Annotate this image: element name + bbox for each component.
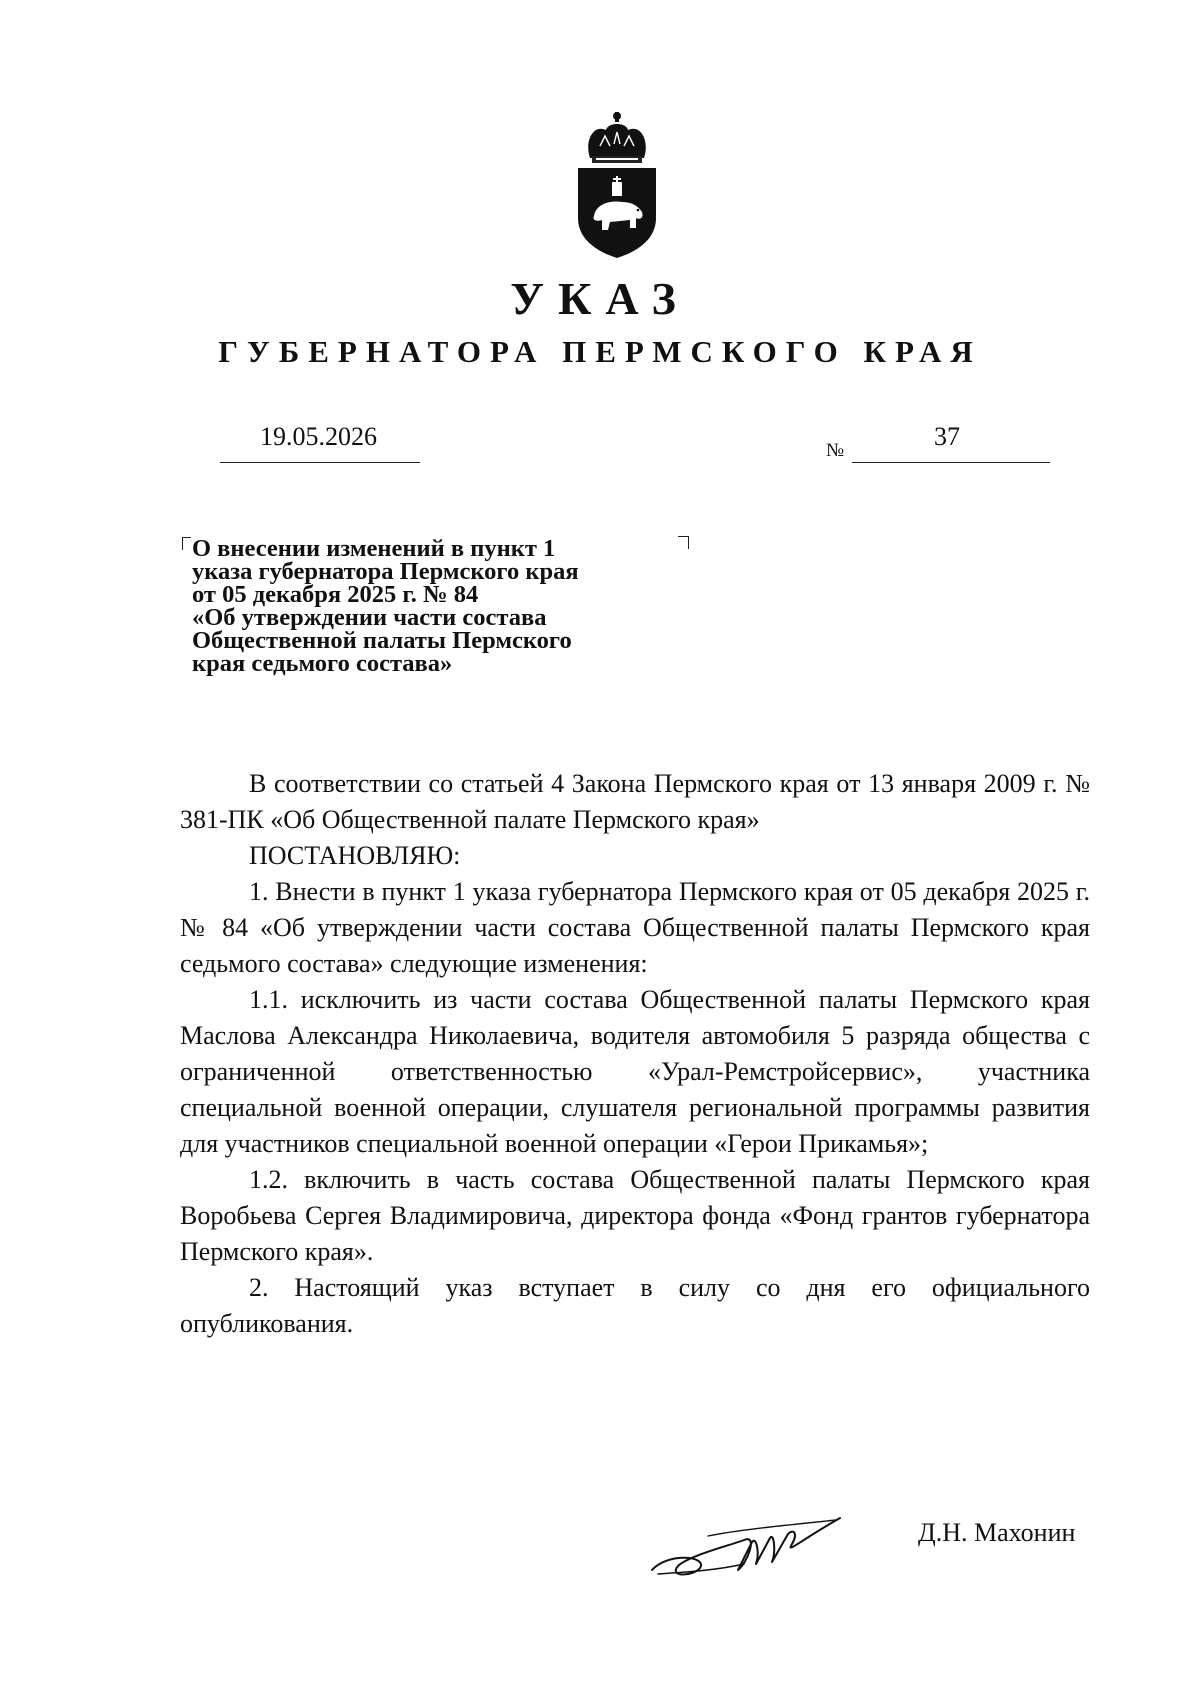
issuer-title: ГУБЕРНАТОРА ПЕРМСКОГО КРАЯ: [218, 334, 982, 369]
number-label: №: [826, 440, 845, 461]
clause-2: 2. Настоящий указ вступает в силу со дня его официального опубликования.: [180, 1273, 1090, 1338]
signer-name: Д.Н. Махонин: [918, 1518, 1076, 1547]
decree-date: 19.05.2026: [260, 422, 377, 451]
subject-line: «Об утверждении части состава: [192, 604, 547, 631]
subject-line: О внесении изменений в пункт 1: [192, 535, 556, 562]
document-type-title: УКАЗ: [510, 273, 690, 324]
handwritten-signature-icon: [648, 1512, 844, 1584]
decree-subject: [192, 537, 672, 675]
subject-bracket-right: [678, 536, 689, 549]
coat-of-arms-icon: [570, 110, 664, 260]
subject-line: от 05 декабря 2025 г. № 84: [192, 581, 479, 608]
preamble-paragraph: В соответствии со статьей 4 Закона Пермского края от 13 января 2009 г. № 381-ПК «Об Общественной палате Пермского края»: [180, 769, 1090, 834]
subject-line: края седьмого состава»: [192, 650, 453, 677]
decree-number: 37: [934, 422, 960, 451]
number-field: [852, 420, 1050, 463]
clause-1: 1. Внести в пункт 1 указа губернатора Пермского края от 05 декабря 2025 г. № 84 «Об утверждении части состава Общественной палаты Пермского края седьмого состава» следующие изменения:: [180, 877, 1090, 978]
clause-1-2: 1.2. включить в часть состава Общественной палаты Пермского края Воробьева Сергея Владимировича, директора фонда «Фонд грантов губернатора Пермского края».: [180, 1165, 1090, 1266]
subject-line: Общественной палаты Пермского: [192, 627, 572, 654]
date-field: [220, 420, 420, 463]
subject-line: указа губернатора Пермского края: [192, 558, 579, 585]
decree-body: [180, 766, 1090, 1342]
clause-1-1: 1.1. исключить из части состава Общественной палаты Пермского края Маслова Александра Николаевича, водителя автомобиля 5 разряда общества с ограниченной ответственностью «Урал-Ремстройсервис», участника специальной военной операции, слушателя региональной программы развития для участников специальной военной операции «Герои Прикамья»;: [180, 985, 1090, 1158]
resolution-keyword: ПОСТАНОВЛЯЮ:: [249, 841, 461, 870]
subject-bracket-left: [182, 537, 191, 550]
